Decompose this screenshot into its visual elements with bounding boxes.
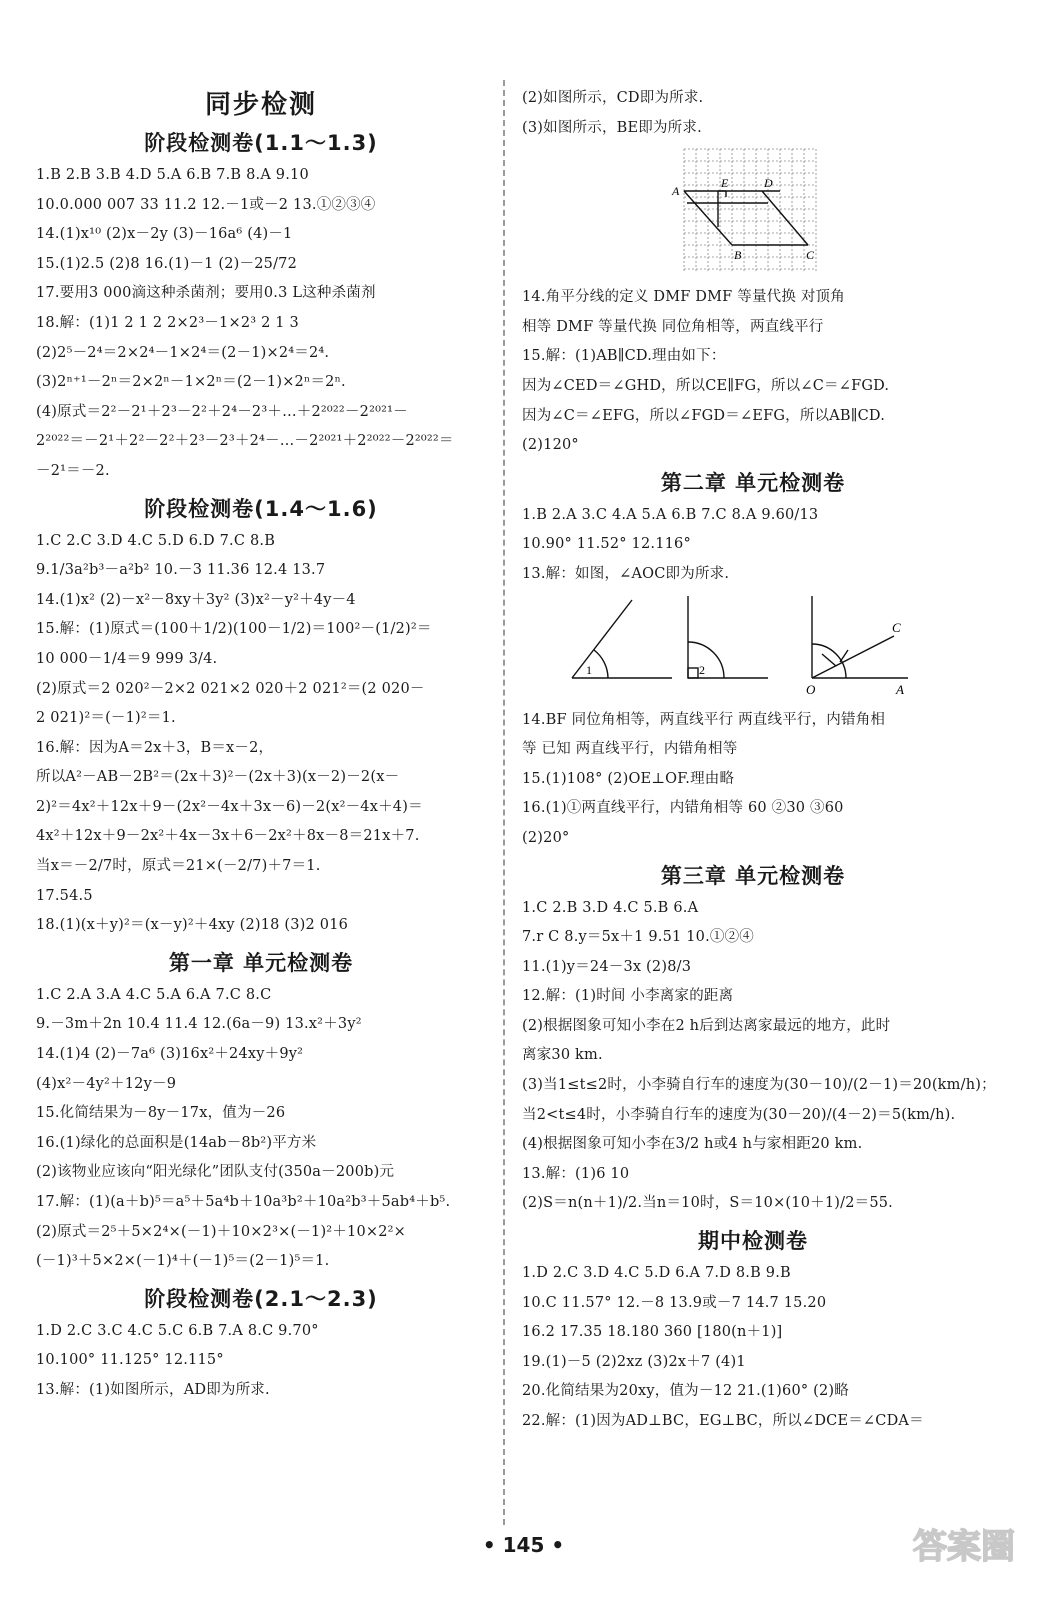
answer-line: (2)原式＝2⁵＋5×2⁴×(－1)＋10×2³×(－1)²＋10×2²× [36,1223,407,1240]
answer-line: 相等 DMF 等量代换 同位角相等，两直线平行 [522,318,824,335]
watermark-logo [899,1516,1029,1586]
section-1-block [36,161,486,487]
answer-line: 1.C 2.C 3.D 4.C 5.D 6.D 7.C 8.B [36,532,276,549]
answer-line: 13.解：(1)6 10 [522,1165,630,1182]
section-title: 第一章 单元检测卷 [168,950,354,975]
answer-line: 17.54.5 [36,887,93,904]
angle-label: 1 [586,662,592,677]
answer-line: (2)原式＝2 020²－2×2 021×2 020＋2 021²＝(2 020－ [36,680,425,697]
point-label: A [896,681,904,697]
answer-line: 18.解：(1)1 2 1 2 2×2³－1×2³ 2 1 3 [36,314,299,331]
answer-line: 11.(1)y＝24－3x (2)8/3 [522,958,692,975]
answer-line: 14.(1)4 (2)－7a⁶ (3)16x²＋24xy＋9y² [36,1046,304,1063]
point-label: C [806,248,815,263]
answer-line: (2)该物业应该向“阳光绿化”团队支付(350a－200b)元 [36,1164,395,1181]
answer-line: 17.解：(1)(a＋b)⁵＝a⁵＋5a⁴b＋10a³b²＋10a²b³＋5ab⁴＋b⁵. [36,1194,451,1210]
answer-line: 9.1/3a²b³－a²b² 10.－3 11.36 12.4 13.7 [36,562,326,579]
answer-line: 20.化简结果为20xy，值为－12 21.(1)60° (2)略 [522,1383,849,1400]
answer-line: 当2<t≤4时，小李骑自行车的速度为(30－20)/(4－2)＝5(km/h). [522,1106,956,1123]
section-title: 期中检测卷 [698,1229,808,1254]
page-number: • 145 • [482,1533,565,1557]
answer-line: 1.B 2.A 3.C 4.A 5.A 6.B 7.C 8.A 9.60/13 [522,506,819,523]
angle-label: 2 [699,662,705,677]
answer-line: 19.(1)－5 (2)2xz (3)2x＋7 (4)1 [522,1353,746,1370]
section-4-block [36,1317,486,1406]
answer-line: 4x²＋12x＋9－2x²＋4x－3x＋6－2x²＋8x－8＝21x＋7. [36,828,420,845]
answer-line: 因为∠CED＝∠GHD，所以CE∥FG，所以∠C＝∠FGD. [522,377,890,394]
answer-line: 16.2 17.35 18.180 360 [180(n＋1)] [522,1324,783,1341]
answer-line: (4)原式＝2²－2¹＋2³－2²＋2⁴－2³＋…＋2²⁰²²－2²⁰²¹－ [36,403,408,420]
answer-line: 13.解：如图，∠AOC即为所求. [522,565,730,582]
answer-line: 14.角平分线的定义 DMF DMF 等量代换 对顶角 [522,289,845,306]
answer-line: 12.解：(1)时间 小李离家的距离 [522,988,734,1005]
answer-line: 9.－3m＋2n 10.4 11.4 12.(6a－9) 13.x²＋3y² [36,1016,362,1033]
answer-line: 等 已知 两直线平行，内错角相等 [522,741,738,758]
answer-line: 2)²＝4x²＋12x＋9－(2x²－4x＋3x－6)－2(x²－4x＋4)＝ [36,798,423,815]
answer-line: 7.r C 8.y＝5x＋1 9.51 10.①②④ [522,929,754,946]
answer-line: 10.100° 11.125° 12.115° [36,1352,224,1369]
answer-line: 离家30 km. [522,1047,603,1064]
answer-line: 14.BF 同位角相等，两直线平行 两直线平行，内错角相 [522,711,886,728]
answer-line: (3)如图所示，BE即为所求. [522,119,702,136]
grid-diagram [522,147,984,277]
section-title: 阶段检测卷(2.1～2.3) [144,1286,378,1311]
answer-line: 10 000－1/4＝9 999 3/4. [36,650,218,667]
answer-line: 1.D 2.C 3.D 4.C 5.D 6.A 7.D 8.B 9.B [522,1265,791,1282]
answer-line: (－1)³＋5×2×(－1)⁴＋(－1)⁵＝(2－1)⁵＝1. [36,1253,330,1270]
main-title: 同步检测 [204,90,317,120]
angle-figures [522,592,984,704]
answer-line: 当x＝－2/7时，原式＝21×(－2/7)＋7＝1. [36,858,321,875]
answer-line: 16.(1)①两直线平行，内错角相等 60 ②30 ③60 [522,800,844,817]
answer-line: 15.(1)2.5 (2)8 16.(1)－1 (2)－25/72 [36,255,298,272]
point-label: E [721,176,729,191]
answer-line: 2 021)²＝(－1)²＝1. [36,710,176,727]
answer-line: 15.解：(1)AB∥CD.理由如下： [522,348,726,365]
point-label: D [764,176,773,191]
point-label: C [892,619,901,635]
point-label: B [734,248,742,263]
answer-line: (2)如图所示，CD即为所求. [522,90,704,106]
answer-line: (4)x²－4y²＋12y－9 [36,1075,177,1092]
section-2-block [36,527,486,941]
answer-line: 13.解：(1)如图所示，AD即为所求. [36,1381,270,1398]
answer-line: (3)当1≤t≤2时，小李骑自行车的速度为(30－10)/(2－1)＝20(km/h)； [522,1077,996,1094]
answer-line: 10.90° 11.52° 12.116° [522,536,691,553]
section-title: 阶段检测卷(1.4～1.6) [144,496,378,521]
answer-line: (2)根据图象可知小李在2 h后到达离家最远的地方，此时 [522,1017,891,1034]
angle-construction-diagram [522,592,984,704]
point-label: O [806,681,816,697]
answer-line: 14.(1)x² (2)－x²－8xy＋3y² (3)x²－y²＋4y－4 [36,591,356,608]
section-title: 第三章 单元检测卷 [660,863,846,888]
answer-line: (2)S＝n(n＋1)/2.当n＝10时，S＝10×(10＋1)/2＝55. [522,1195,893,1212]
right-column [522,84,996,1437]
answer-line: －2¹＝－2. [36,462,110,479]
answer-line: 1.B 2.B 3.B 4.D 5.A 6.B 7.B 8.A 9.10 [36,167,309,183]
section-title: 第二章 单元检测卷 [660,470,846,495]
watermark-text: 答案圈 [913,1527,1015,1567]
answer-line: 17.要用3 000滴这种杀菌剂；要用0.3 L这种杀菌剂 [36,285,376,302]
answer-line: 16.(1)绿化的总面积是(14ab－8b²)平方米 [36,1134,317,1151]
answer-line: (3)2ⁿ⁺¹－2ⁿ＝2×2ⁿ－1×2ⁿ＝(2－1)×2ⁿ＝2ⁿ. [36,374,346,391]
answer-line: 1.C 2.A 3.A 4.C 5.A 6.A 7.C 8.C [36,986,272,1003]
answer-line: 18.(1)(x＋y)²＝(x－y)²＋4xy (2)18 (3)2 016 [36,917,349,934]
answer-line: 15.(1)108° (2)OE⊥OF.理由略 [522,770,735,787]
column-divider [503,80,505,1525]
answer-line: 14.(1)x¹⁰ (2)x－2y (3)－16a⁶ (4)－1 [36,226,293,243]
answer-line: 10.0.000 007 33 11.2 12.－1或－2 13.①②③④ [36,196,376,213]
answer-line: 因为∠C＝∠EFG，所以∠FGD＝∠EFG，所以AB∥CD. [522,407,886,424]
section-title: 阶段检测卷(1.1～1.3) [144,131,378,155]
answer-line: 15.化简结果为－8y－17x，值为－26 [36,1105,286,1122]
answer-line: (2)2⁵－2⁴＝2×2⁴－1×2⁴＝(2－1)×2⁴＝2⁴. [36,344,330,361]
section-3-block [36,981,486,1277]
grid-figure [522,147,984,277]
answer-line: 1.D 2.C 3.C 4.C 5.C 6.B 7.A 8.C 9.70° [36,1322,319,1339]
left-column [36,78,486,1406]
answer-line: 22.解：(1)因为AD⊥BC，EG⊥BC，所以∠DCE＝∠CDA＝ [522,1413,924,1429]
answer-line: 所以A²－AB－2B²＝(2x＋3)²－(2x＋3)(x－2)－2(x－ [36,769,400,786]
answer-line: 1.C 2.B 3.D 4.C 5.B 6.A [522,899,699,916]
answer-line: 10.C 11.57° 12.－8 13.9或－7 14.7 15.20 [522,1294,827,1311]
answer-line: (2)20° [522,829,570,846]
answer-line: (2)120° [522,437,579,454]
answer-line: (4)根据图象可知小李在3/2 h或4 h与家相距20 km. [522,1136,863,1153]
answer-line: 2²⁰²²＝－2¹＋2²－2²＋2³－2³＋2⁴－…－2²⁰²¹＋2²⁰²²－2²⁰²²＝ [36,433,454,450]
answer-line: 16.解：因为A＝2x＋3，B＝x－2， [36,739,274,756]
answer-line: 15.解：(1)原式＝(100＋1/2)(100－1/2)＝100²－(1/2)²＝ [36,621,432,638]
point-label: A [672,184,680,199]
